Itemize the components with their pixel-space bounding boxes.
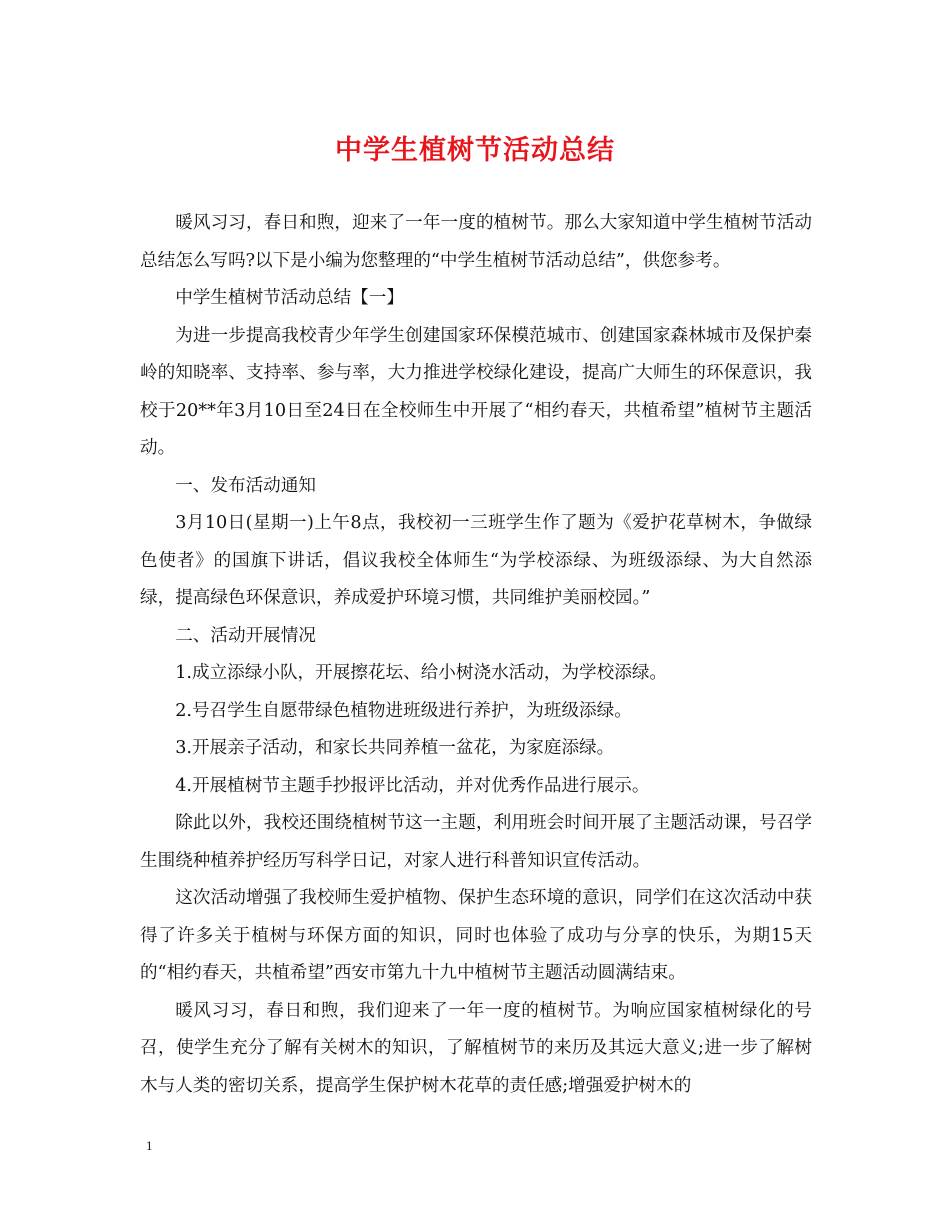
list-item: 2.号召学生自愿带绿色植物进班级进行养护，为班级添绿。 <box>175 700 632 721</box>
subsection-heading: 二、活动开展情况 <box>175 625 316 646</box>
list-item: 3.开展亲子活动，和家长共同养植一盆花，为家庭添绿。 <box>175 738 615 758</box>
subsection-heading: 一、发布活动通知 <box>175 475 316 496</box>
paragraph: 3月10日(星期一)上午8点，我校初一三班学生作了题为《爱护花草树木，争做绿色使者》的国旗下讲话，倡议我校全体师生“为学校添绿、为班级添绿、为大自然添绿，提高绿色环保意识，养成爱护环境习惯，共同维护美丽校园。” <box>140 513 812 608</box>
list-item: 1.成立添绿小队，开展擦花坛、给小树浇水活动，为学校添绿。 <box>175 663 668 683</box>
paragraph: 为进一步提高我校青少年学生创建国家环保模范城市、创建国家森林城市及保护秦岭的知晓率、支持率、参与率，大力推进学校绿化建设，提高广大师生的环保意识，我校于20**年3月10日至24日在全校师生中开展了“相约春天，共植希望”植树节主题活动。 <box>140 325 812 458</box>
paragraph-intro: 暖风习习，春日和煦，迎来了一年一度的植树节。那么大家知道中学生植树节活动总结怎么写吗?以下是小编为您整理的“中学生植树节活动总结”，供您参考。 <box>140 213 812 271</box>
paragraph: 这次活动增强了我校师生爱护植物、保护生态环境的意识，同学们在这次活动中获得了许多关于植树与环保方面的知识，同时也体验了成功与分享的快乐，为期15天的“相约春天，共植希望”西安市第九十九中植树节主题活动圆满结束。 <box>140 888 812 983</box>
page-number: 1 <box>146 1138 153 1153</box>
document-title: 中学生植树节活动总结 <box>335 135 615 166</box>
list-item: 4.开展植树节主题手抄报评比活动，并对优秀作品进行展示。 <box>175 775 650 796</box>
paragraph: 暖风习习，春日和煦，我们迎来了一年一度的植树节。为响应国家植树绿化的号召，使学生充分了解有关树木的知识，了解植树节的来历及其远大意义;进一步了解树木与人类的密切关系，提高学生保护树木花草的责任感;增强爱护树木的 <box>140 1000 812 1096</box>
document-body <box>140 205 812 1105</box>
section-heading: 中学生植树节活动总结【一】 <box>175 288 404 308</box>
paragraph: 除此以外，我校还围绕植树节这一主题，利用班会时间开展了主题活动课，号召学生围绕种植养护经历写科学日记，对家人进行科普知识宣传活动。 <box>140 813 812 871</box>
